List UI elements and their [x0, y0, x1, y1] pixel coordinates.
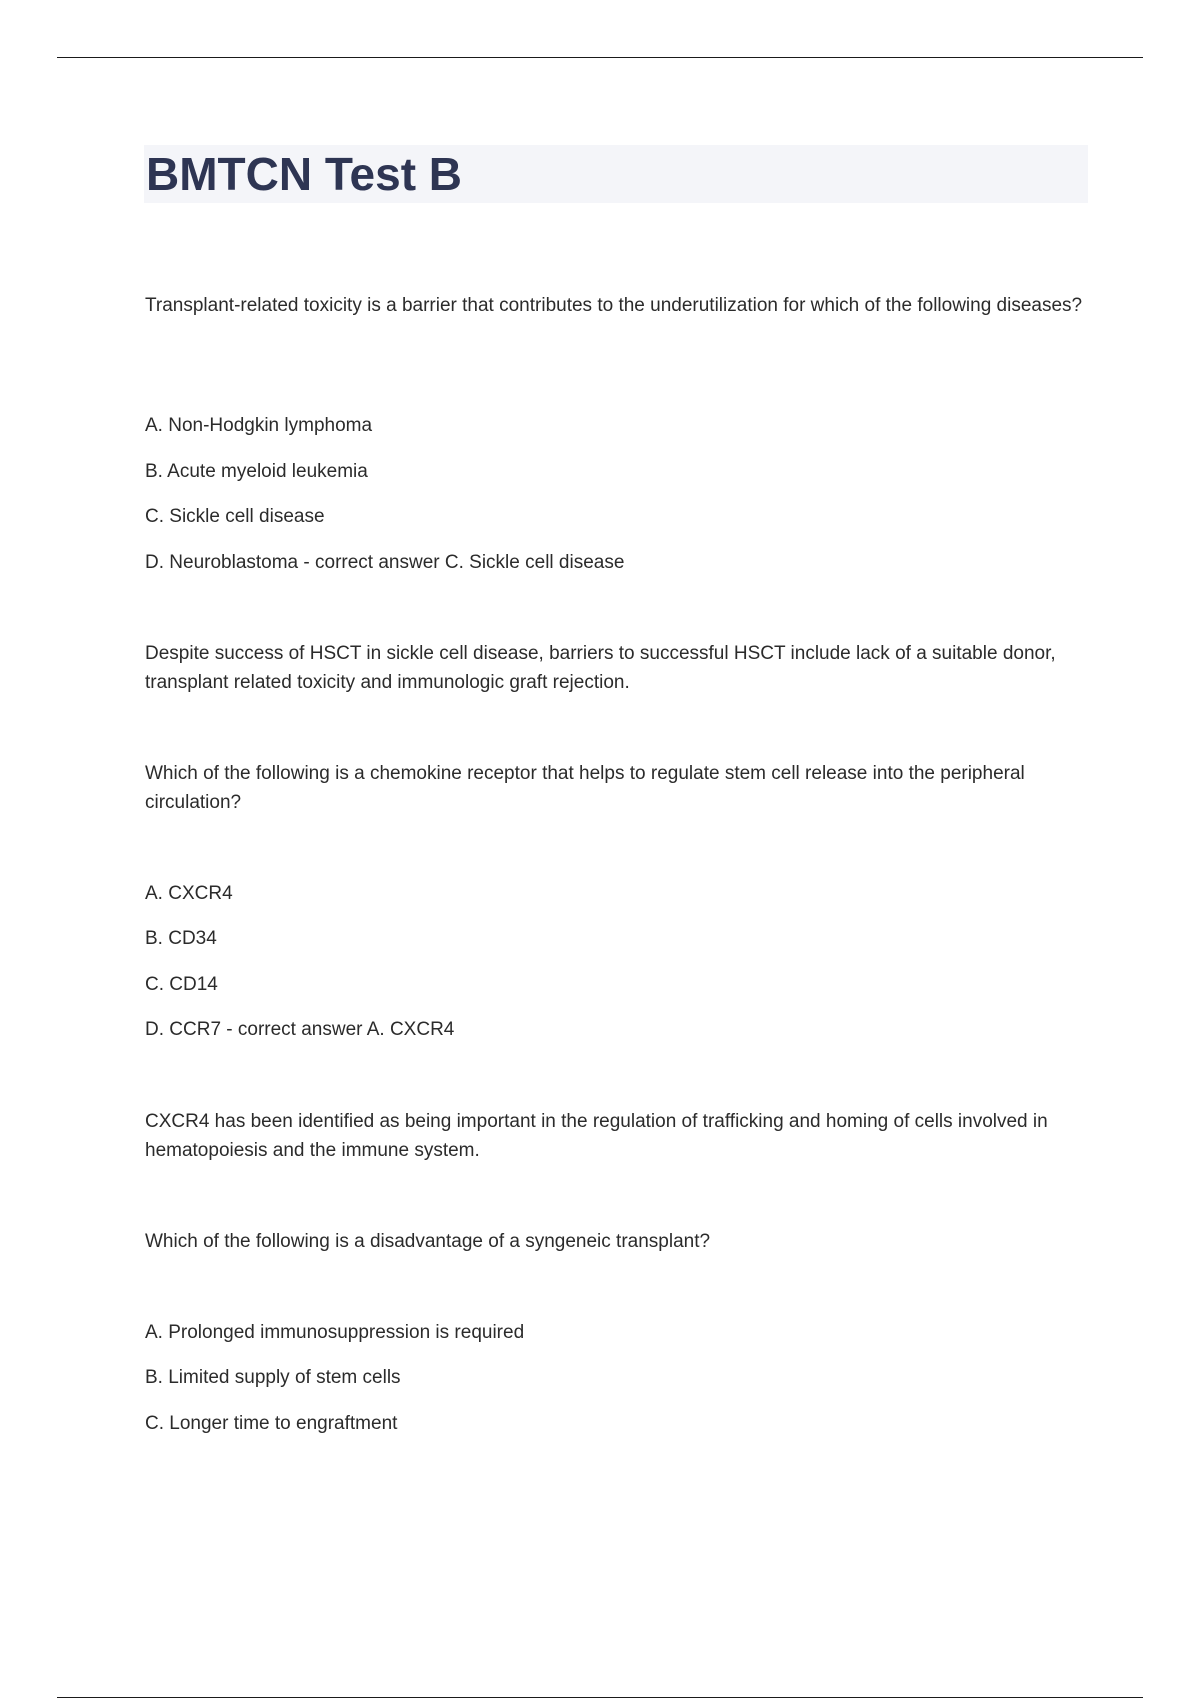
q1-explanation: Despite success of HSCT in sickle cell disease, barriers to successful HSCT include lack of a suitable donor, transplant related toxicity and immunologic graft rejection. — [145, 643, 1056, 693]
q1-option-c: C. Sickle cell disease — [145, 506, 325, 527]
q3-option-a: A. Prolonged immunosuppression is required — [145, 1322, 525, 1343]
question-1: Transplant-related toxicity is a barrier that contributes to the underutilization for which of the following diseases? — [145, 295, 1083, 316]
q2-option-b: B. CD34 — [145, 928, 217, 949]
question-2: Which of the following is a chemokine receptor that helps to regulate stem cell release into the peripheral circulation? — [145, 763, 1025, 813]
q3-option-c: C. Longer time to engraftment — [145, 1413, 398, 1434]
page-title: BMTCN Test B — [146, 148, 463, 200]
question-3: Which of the following is a disadvantage of a syngeneic transplant? — [145, 1231, 711, 1252]
q2-option-c: C. CD14 — [145, 974, 218, 995]
q1-option-a: A. Non-Hodgkin lymphoma — [145, 415, 373, 436]
q2-option-d-answer: D. CCR7 - correct answer A. CXCR4 — [145, 1019, 455, 1040]
q2-option-a: A. CXCR4 — [145, 883, 233, 904]
q1-option-b: B. Acute myeloid leukemia — [145, 461, 368, 482]
bottom-rule — [57, 1697, 1143, 1698]
q2-explanation: CXCR4 has been identified as being important in the regulation of trafficking and homing of cells involved in hematopoiesis and the immune system. — [145, 1111, 1048, 1161]
top-rule — [57, 57, 1143, 58]
q3-option-b: B. Limited supply of stem cells — [145, 1367, 401, 1388]
q1-option-d-answer: D. Neuroblastoma - correct answer C. Sickle cell disease — [145, 552, 625, 573]
